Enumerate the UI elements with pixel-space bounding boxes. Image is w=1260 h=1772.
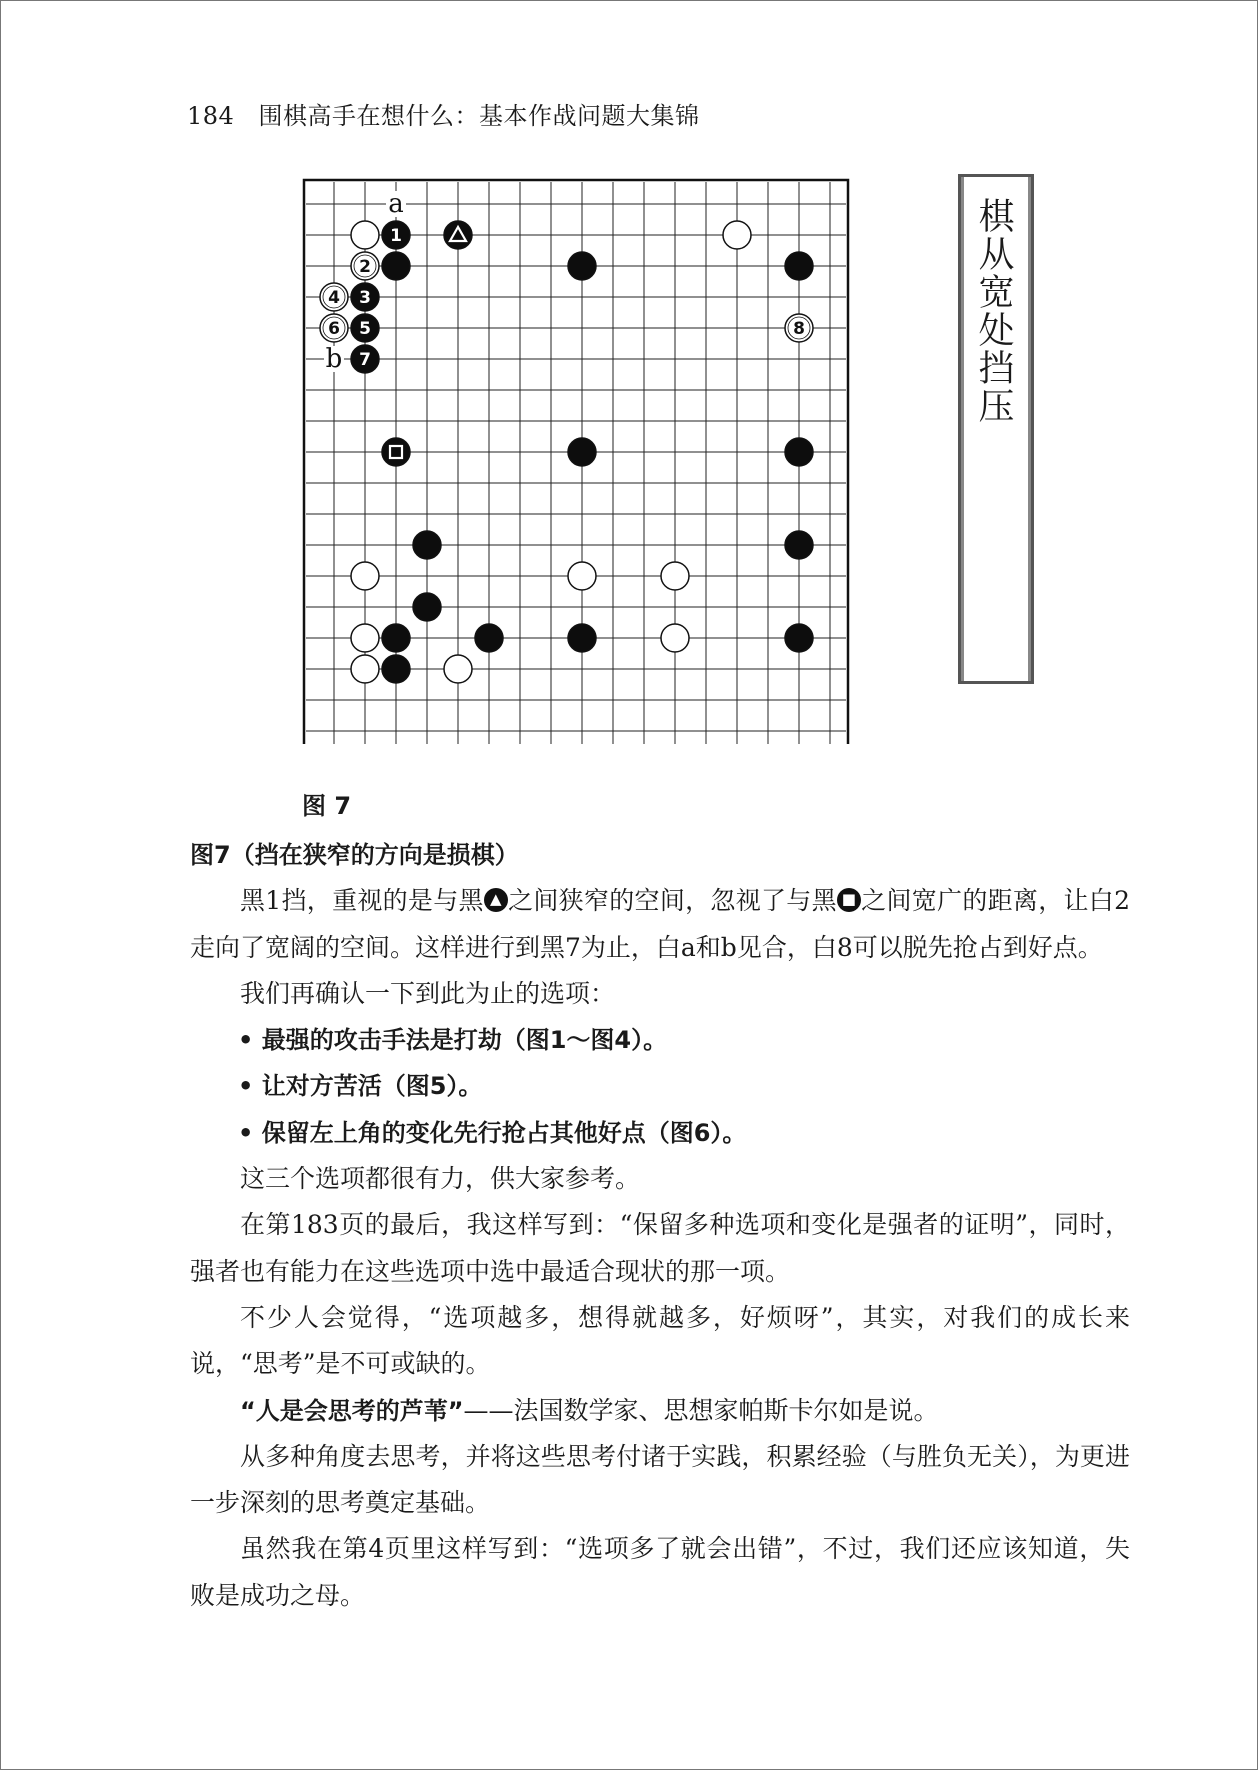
- paragraph-7: 从多种角度去思考，并将这些思考付诸于实践，积累经验（与胜负无关），为更进一步深刻的思考奠定基础。: [190, 1441, 1130, 1518]
- paragraph-1-part-a: 黑1挡，重视的是与黑: [240, 886, 484, 916]
- stone-disc: [785, 252, 813, 280]
- black-stone: [382, 252, 410, 280]
- bullet-item-3: • 保留左上角的变化先行抢占其他好点（图6）。: [238, 1118, 747, 1147]
- stone-disc: [351, 221, 379, 249]
- white-stone: [351, 252, 379, 280]
- stone-disc: [413, 531, 441, 559]
- stone-move-number: 6: [328, 319, 340, 339]
- paragraph-4: 在第183页的最后，我这样写到：“保留多种选项和变化是强者的证明”，同时，强者也有能力在这些选项中选中最适合现状的那一项。: [190, 1210, 1130, 1286]
- white-stone: [723, 221, 751, 249]
- black-stone: [475, 624, 503, 652]
- stone-disc: [382, 624, 410, 652]
- black-stone: [351, 314, 379, 342]
- pascal-quote: “人是会思考的芦苇”: [240, 1396, 464, 1425]
- point-label: a: [388, 189, 404, 219]
- point-label: b: [325, 344, 343, 374]
- black-square-stone-icon: ■: [837, 888, 861, 912]
- white-stone: [568, 562, 596, 590]
- stone-disc: [785, 624, 813, 652]
- stone-move-number: 8: [793, 319, 805, 339]
- stone-move-number: 3: [359, 288, 371, 308]
- paragraph-5: 不少人会觉得，“选项越多，想得就越多，好烦呀”，其实，对我们的成长来说，“思考”是不可或缺的。: [190, 1302, 1130, 1379]
- white-stone: [320, 283, 348, 311]
- stone-disc: [568, 624, 596, 652]
- white-stone: [785, 314, 813, 342]
- figure-label: 图 7: [302, 792, 352, 820]
- paragraph-1-part-b: 之间狭窄的空间，忽视了与黑: [507, 886, 837, 916]
- paragraph-8: 虽然我在第4页里这样写到：“选项多了就会出错”，不过，我们还应该知道，失败是成功之母。: [190, 1534, 1130, 1610]
- stone-disc: [382, 655, 410, 683]
- black-stone: [568, 252, 596, 280]
- stone-disc: [785, 531, 813, 559]
- stone-disc: [413, 593, 441, 621]
- stone-disc: [351, 624, 379, 652]
- book-title: 围棋高手在想什么：基本作战问题大集锦: [258, 102, 700, 130]
- white-stone: [320, 314, 348, 342]
- stone-disc: [661, 624, 689, 652]
- paragraph-1-part-c: 之间宽广的距离，让白2走向了宽阔的空间。这样进行到黑7为止，白a和b见合，白8可以脱先抢占到好点。: [190, 886, 1130, 962]
- black-stone: [351, 345, 379, 373]
- paragraph-6-rest: ——法国数学家、思想家帕斯卡尔如是说。: [463, 1395, 939, 1425]
- black-stone: [382, 438, 410, 466]
- white-stone: [351, 655, 379, 683]
- go-board-diagram: [296, 174, 856, 744]
- stone-move-number: 1: [390, 226, 402, 246]
- paragraph-1: [190, 878, 1130, 971]
- black-stone: [413, 531, 441, 559]
- black-stone: [351, 283, 379, 311]
- black-triangle-stone-icon: ▲: [484, 888, 508, 912]
- stone-disc: [568, 252, 596, 280]
- stone-disc: [785, 438, 813, 466]
- stone-move-number: 5: [359, 319, 371, 339]
- stone-disc: [475, 624, 503, 652]
- stone-disc: [444, 655, 472, 683]
- paragraph-2: 我们再确认一下到此为止的选项：: [240, 978, 616, 1008]
- bullet-item-2: • 让对方苦活（图5）。: [238, 1072, 483, 1101]
- stone-disc: [568, 438, 596, 466]
- white-stone: [351, 562, 379, 590]
- stone-disc: [351, 562, 379, 590]
- white-stone: [661, 624, 689, 652]
- side-banner-text: 棋从宽处挡压: [973, 197, 1014, 425]
- stone-disc: [351, 655, 379, 683]
- article-body: [190, 832, 1130, 1619]
- paragraph-6: [190, 1388, 1130, 1434]
- black-stone: [444, 221, 472, 249]
- stone-disc: [723, 221, 751, 249]
- black-stone: [382, 221, 410, 249]
- stone-disc: [661, 562, 689, 590]
- white-stone: [444, 655, 472, 683]
- white-stone: [351, 624, 379, 652]
- black-stone: [568, 624, 596, 652]
- black-stone: [785, 624, 813, 652]
- white-stone: [351, 221, 379, 249]
- paragraph-3: 这三个选项都很有力，供大家参考。: [240, 1164, 641, 1194]
- stone-disc: [382, 438, 410, 466]
- white-stone: [661, 562, 689, 590]
- black-stone: [382, 624, 410, 652]
- running-header: [187, 96, 699, 131]
- stone-disc: [568, 562, 596, 590]
- stone-move-number: 4: [328, 288, 340, 308]
- black-stone: [382, 655, 410, 683]
- side-banner: [958, 174, 1034, 684]
- black-stone: [785, 252, 813, 280]
- black-stone: [785, 531, 813, 559]
- black-stone: [568, 438, 596, 466]
- black-stone: [785, 438, 813, 466]
- bullet-item-1: • 最强的攻击手法是打劫（图1～图4）。: [238, 1026, 668, 1055]
- page-number: 184: [187, 102, 235, 130]
- section-heading: 图7（挡在狭窄的方向是损棋）: [190, 841, 519, 869]
- stone-move-number: 2: [359, 257, 371, 277]
- stone-move-number: 7: [359, 350, 371, 370]
- black-stone: [413, 593, 441, 621]
- stone-disc: [382, 252, 410, 280]
